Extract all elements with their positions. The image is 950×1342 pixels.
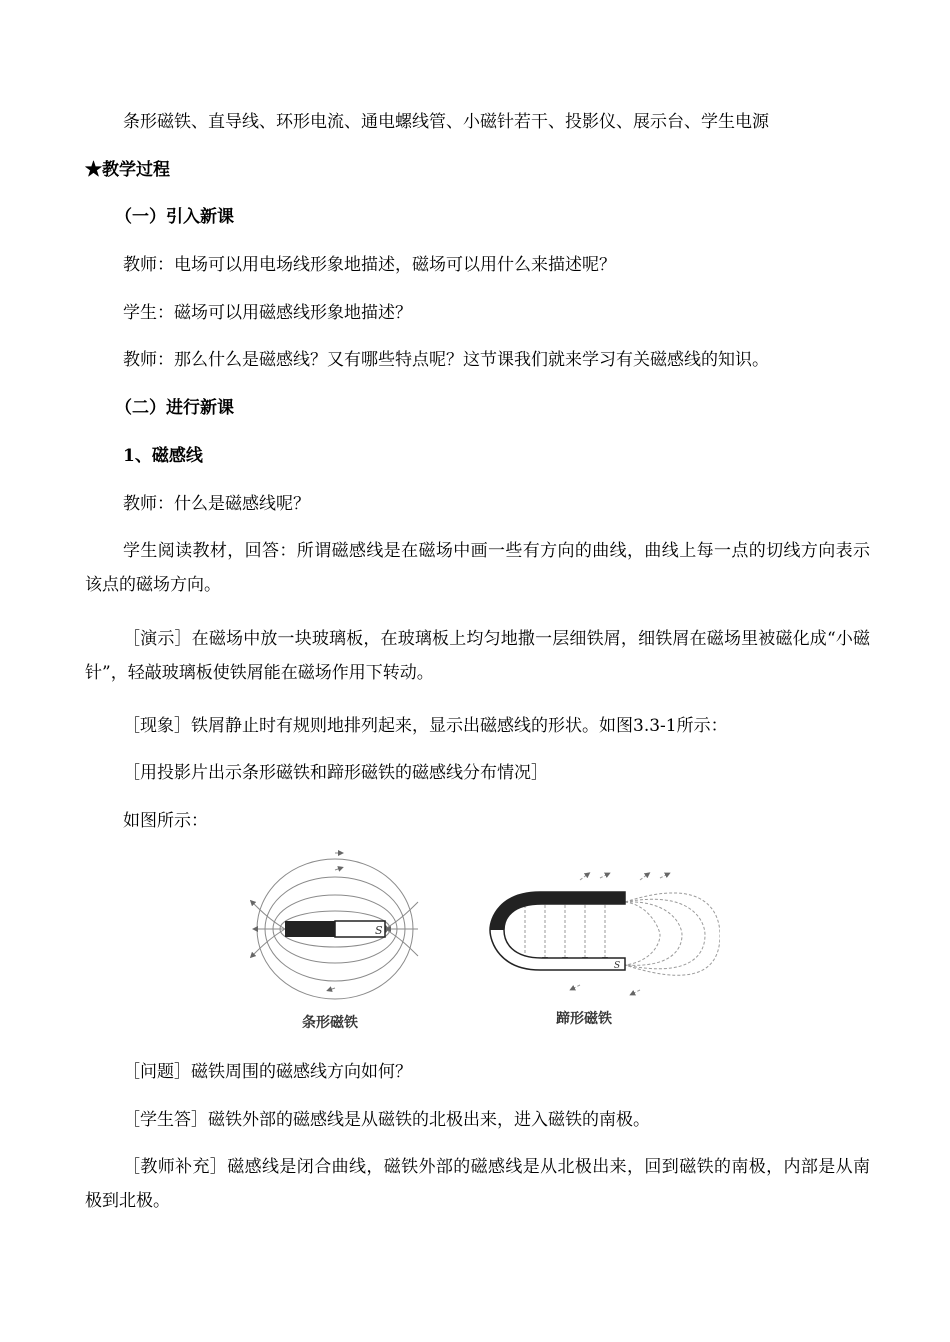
teacher-line-1: 教师：电场可以用电场线形象地描述，磁场可以用什么来描述呢？ [123,255,616,275]
section-new-lesson-heading: （二）进行新课 [115,398,234,418]
student-answer-paragraph: 学生阅读教材，回答：所谓磁感线是在磁场中画一些有方向的曲线，曲线上每一点的切线方向表示该点的磁场方向。 [85,541,870,595]
bar-magnet-pole-label: S [375,924,383,937]
teacher-line-3: 教师：什么是磁感线呢？ [123,494,310,514]
demo-paragraph: ［演示］在磁场中放一块玻璃板，在玻璃板上均匀地撒一层细铁屑，细铁屑在磁场里被磁化成“小磁针”，轻敲玻璃板使铁屑能在磁场作用下转动。 [85,629,870,683]
student-line-1: 学生：磁场可以用磁感线形象地描述？ [123,303,412,323]
equipment-list: 条形磁铁、直导线、环形电流、通电螺线管、小磁针若干、投影仪、展示台、学生电源 [123,112,769,132]
question-line: ［问题］磁铁周围的磁感线方向如何？ [123,1062,412,1082]
subsection-magnetic-lines: 1、磁感线 [123,446,203,466]
bar-magnet-caption: 条形磁铁 [302,1015,358,1031]
magnet-field-figure [250,850,720,1035]
magnet-field-diagram [250,850,720,1035]
bar-magnet [285,921,385,937]
teaching-process-heading: ★教学过程 [85,160,170,180]
student-answer-line: ［学生答］磁铁外部的磁感线是从磁铁的北极出来，进入磁铁的南极。 [123,1110,650,1130]
projector-line: ［用投影片出示条形磁铁和蹄形磁铁的磁感线分布情况］ [123,763,548,783]
teacher-line-2: 教师：那么什么是磁感线？又有哪些特点呢？这节课我们就来学习有关磁感线的知识。 [123,350,769,370]
horseshoe-magnet-pole-label: S [614,961,621,971]
phenomenon-line: ［现象］铁屑静止时有规则地排列起来，显示出磁感线的形状。如图3.3-1所示： [123,716,728,736]
horseshoe-magnet-caption: 蹄形磁铁 [556,1011,612,1027]
teacher-supplement-paragraph: ［教师补充］磁感线是闭合曲线，磁铁外部的磁感线是从北极出来，回到磁铁的南极，内部是从南极到北极。 [85,1157,870,1211]
as-shown-line: 如图所示： [123,811,208,831]
section-intro-heading: （一）引入新课 [115,207,234,227]
